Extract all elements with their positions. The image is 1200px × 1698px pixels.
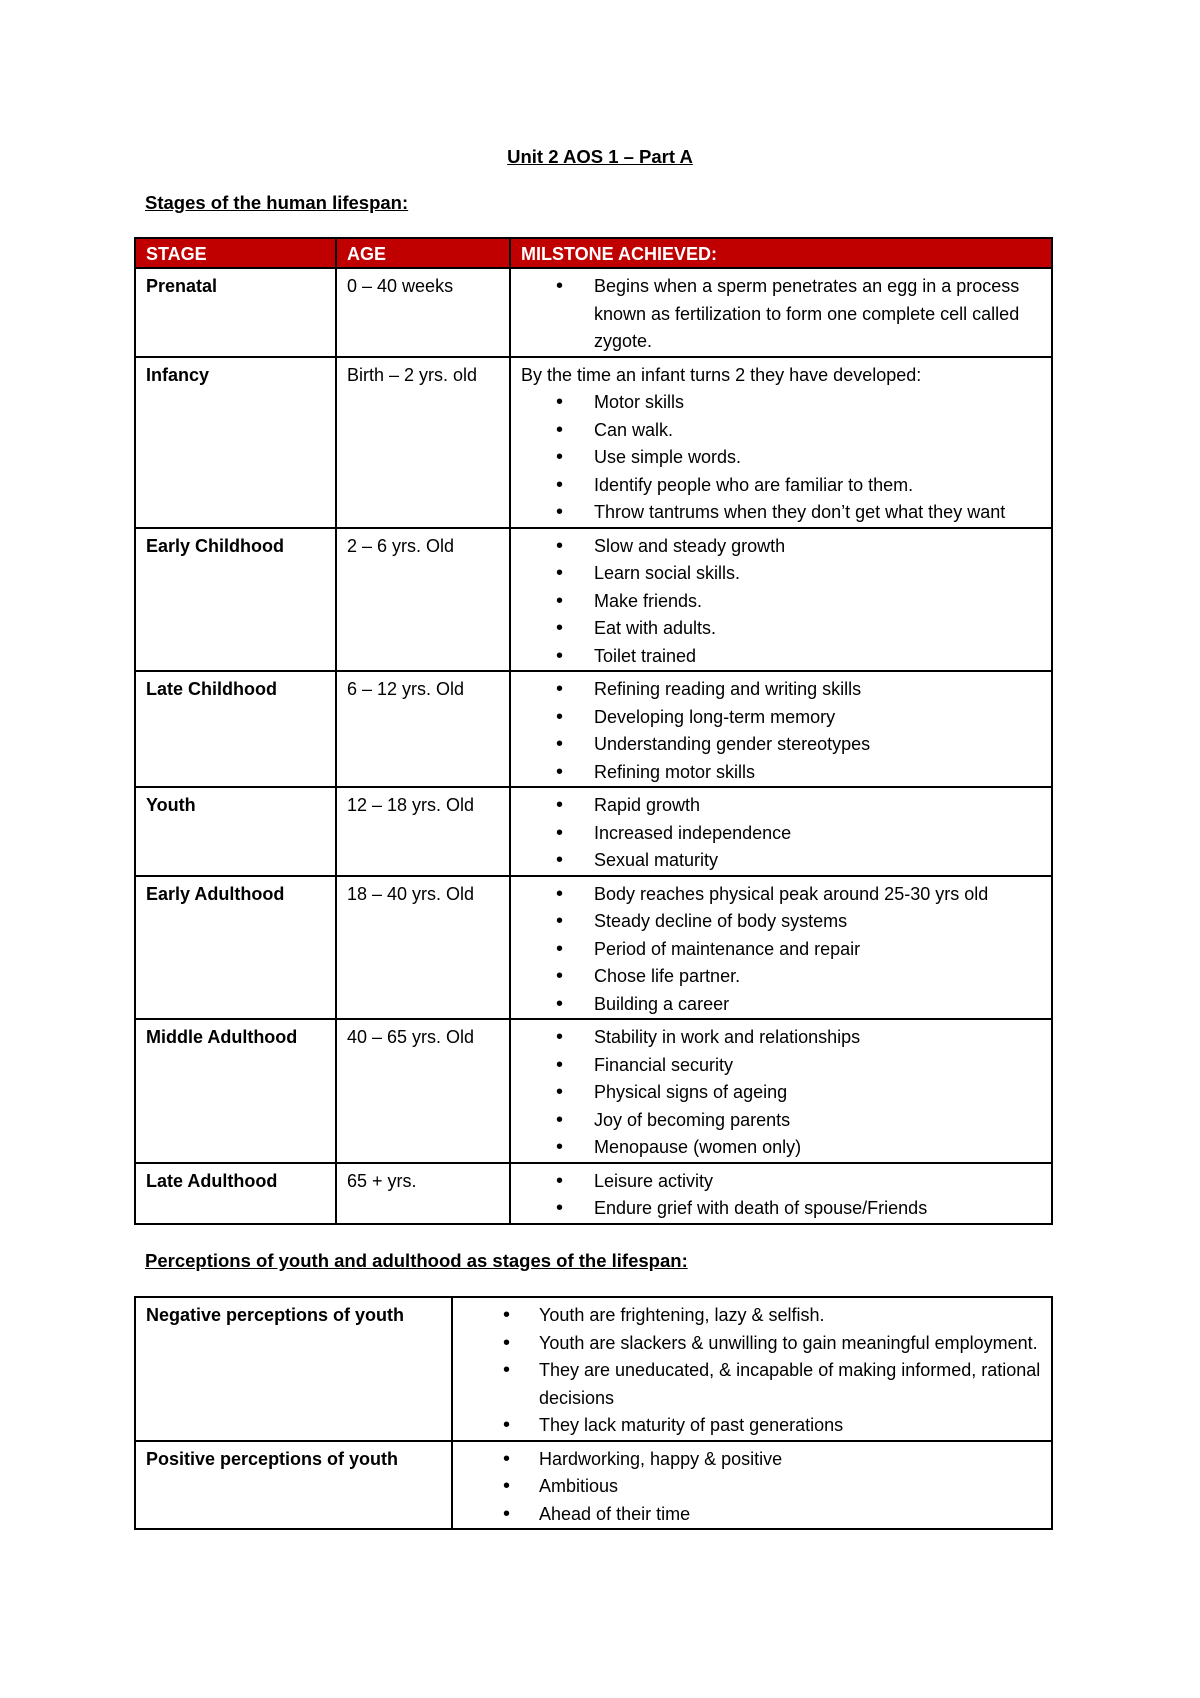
list-item: • Make friends.: [521, 588, 1041, 616]
list-item: • Stability in work and relationships: [521, 1024, 1041, 1052]
age-cell: 12 – 18 yrs. Old: [336, 787, 510, 876]
table-row: [135, 787, 1052, 876]
milestone-cell: [510, 1163, 1052, 1224]
perception-label: Negative perceptions of youth: [135, 1297, 452, 1441]
milestone-list: [521, 881, 1041, 1019]
stage-cell: Prenatal: [135, 268, 336, 357]
stage-cell: Late Adulthood: [135, 1163, 336, 1224]
list-item: • Refining motor skills: [521, 759, 1041, 787]
age-cell: 18 – 40 yrs. Old: [336, 876, 510, 1020]
table-row: [135, 1441, 1052, 1530]
list-item: • They are uneducated, & incapable of making informed, rational decisions: [463, 1357, 1041, 1412]
list-item: • Use simple words.: [521, 444, 1041, 472]
list-item: • Toilet trained: [521, 643, 1041, 671]
stage-cell: Middle Adulthood: [135, 1019, 336, 1163]
stage-cell: Youth: [135, 787, 336, 876]
stage-cell: Early Childhood: [135, 528, 336, 672]
list-item: • Learn social skills.: [521, 560, 1041, 588]
milestone-list: [521, 792, 1041, 875]
list-item: • Building a career: [521, 991, 1041, 1019]
list-item: • Begins when a sperm penetrates an egg in a process known as fertilization to form one complete cell called zygote.: [521, 273, 1041, 356]
milestone-list: [521, 389, 1041, 527]
table-header-row: [135, 238, 1052, 268]
table-row: [135, 357, 1052, 528]
list-item: • Steady decline of body systems: [521, 908, 1041, 936]
age-cell: 65 + yrs.: [336, 1163, 510, 1224]
list-item: • Can walk.: [521, 417, 1041, 445]
table-row: [135, 1163, 1052, 1224]
age-cell: 2 – 6 yrs. Old: [336, 528, 510, 672]
list-item: • Menopause (women only): [521, 1134, 1041, 1162]
age-cell: 6 – 12 yrs. Old: [336, 671, 510, 787]
list-item: • Leisure activity: [521, 1168, 1041, 1196]
stage-cell: Infancy: [135, 357, 336, 528]
list-item: • They lack maturity of past generations: [463, 1412, 1041, 1440]
list-item: • Joy of becoming parents: [521, 1107, 1041, 1135]
milestone-cell: [510, 1019, 1052, 1163]
milestone-list: [521, 1024, 1041, 1162]
list-item: • Youth are slackers & unwilling to gain meaningful employment.: [463, 1330, 1041, 1358]
list-item: • Throw tantrums when they don’t get what they want: [521, 499, 1041, 527]
list-item: • Understanding gender stereotypes: [521, 731, 1041, 759]
list-item: • Slow and steady growth: [521, 533, 1041, 561]
list-item: • Hardworking, happy & positive: [463, 1446, 1041, 1474]
perception-items-cell: [452, 1297, 1052, 1441]
perception-items-cell: [452, 1441, 1052, 1530]
milestone-intro: By the time an infant turns 2 they have developed:: [521, 364, 922, 385]
milestone-list: [521, 676, 1041, 786]
list-item: • Motor skills: [521, 389, 1041, 417]
list-item: • Physical signs of ageing: [521, 1079, 1041, 1107]
age-cell: 0 – 40 weeks: [336, 268, 510, 357]
list-item: • Developing long-term memory: [521, 704, 1041, 732]
list-item: • Refining reading and writing skills: [521, 676, 1041, 704]
perception-label: Positive perceptions of youth: [135, 1441, 452, 1530]
list-item: • Chose life partner.: [521, 963, 1041, 991]
header-age: AGE: [336, 238, 510, 268]
stage-cell: Late Childhood: [135, 671, 336, 787]
stages-heading: Stages of the human lifespan:: [145, 192, 409, 213]
perceptions-heading: Perceptions of youth and adulthood as stages of the lifespan:: [145, 1250, 688, 1271]
list-item: • Rapid growth: [521, 792, 1041, 820]
table-row: [135, 671, 1052, 787]
milestone-cell: [510, 528, 1052, 672]
header-milestone: MILSTONE ACHIEVED:: [510, 238, 1052, 268]
list-item: • Increased independence: [521, 820, 1041, 848]
list-item: • Financial security: [521, 1052, 1041, 1080]
list-item: • Body reaches physical peak around 25-30 yrs old: [521, 881, 1041, 909]
milestone-cell: [510, 671, 1052, 787]
table-row: [135, 876, 1052, 1020]
milestone-list: [521, 273, 1041, 356]
stage-cell: Early Adulthood: [135, 876, 336, 1020]
milestone-list: [521, 533, 1041, 671]
list-item: • Endure grief with death of spouse/Friends: [521, 1195, 1041, 1223]
perception-list: [463, 1446, 1041, 1529]
milestone-cell: [510, 268, 1052, 357]
header-stage: STAGE: [135, 238, 336, 268]
list-item: • Sexual maturity: [521, 847, 1041, 875]
perception-list: [463, 1302, 1041, 1440]
list-item: • Youth are frightening, lazy & selfish.: [463, 1302, 1041, 1330]
list-item: • Ambitious: [463, 1473, 1041, 1501]
list-item: • Eat with adults.: [521, 615, 1041, 643]
perceptions-table: [134, 1296, 1053, 1530]
table-row: [135, 1019, 1052, 1163]
list-item: • Period of maintenance and repair: [521, 936, 1041, 964]
table-row: [135, 1297, 1052, 1441]
milestone-cell: [510, 357, 1052, 528]
list-item: • Ahead of their time: [463, 1501, 1041, 1529]
list-item: • Identify people who are familiar to them.: [521, 472, 1041, 500]
milestone-cell: [510, 876, 1052, 1020]
milestone-list: [521, 1168, 1041, 1223]
lifespan-stages-table: [134, 237, 1053, 1225]
table-row: [135, 268, 1052, 357]
page-title: Unit 2 AOS 1 – Part A: [507, 146, 693, 167]
age-cell: Birth – 2 yrs. old: [336, 357, 510, 528]
milestone-cell: [510, 787, 1052, 876]
table-row: [135, 528, 1052, 672]
age-cell: 40 – 65 yrs. Old: [336, 1019, 510, 1163]
